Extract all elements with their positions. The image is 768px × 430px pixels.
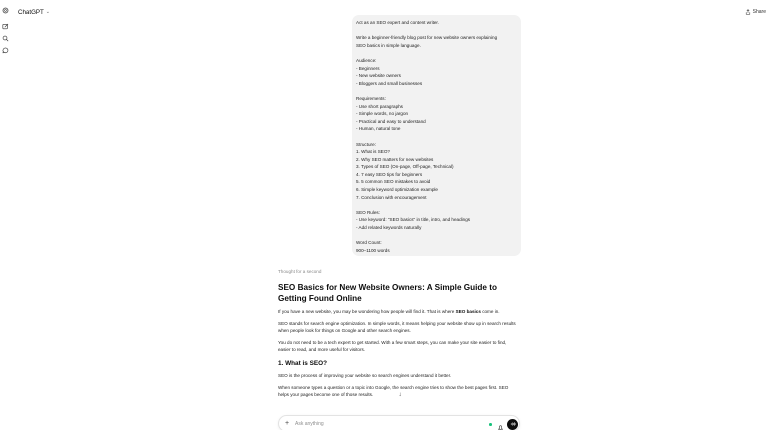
attach-plus-icon[interactable]: + <box>285 420 290 427</box>
paragraph-getting-started: You do not need to be a tech expert to get started. With a few smart steps, you can make your site easier to find, easier to read, and more useful for visitors. <box>278 339 507 353</box>
blank-line <box>356 27 517 35</box>
prompt-input[interactable] <box>295 419 445 428</box>
share-button[interactable] <box>745 6 766 18</box>
blank-line <box>356 133 517 141</box>
user-message-line: 6. Simple keyword optimization example <box>356 187 438 193</box>
user-message-line: Word Count: <box>356 240 382 246</box>
user-message-line: SEO basics in simple language. <box>356 42 421 48</box>
model-label: ChatGPT <box>18 8 44 16</box>
response-title: SEO Basics for New Website Owners: A Simple Guide to Getting Found Online <box>278 283 497 303</box>
search-icon[interactable] <box>2 35 9 42</box>
user-message-line: Requirements: <box>356 95 386 101</box>
user-message-line: - New website owners <box>356 73 401 79</box>
composer <box>278 415 520 430</box>
user-message-line: - Practical and easy to understand <box>356 118 426 124</box>
blank-line <box>356 201 517 209</box>
user-message-line: 1. What is SEO? <box>356 149 390 155</box>
user-message-line: - Add related keywords naturally <box>356 225 422 231</box>
paragraph-seo-definition: SEO stands for search engine optimization. In simple words, it means helping your website show up in search results when people look for things on Google and other search engines. <box>278 320 516 334</box>
intro-paragraph: If you have a new website, you may be wondering how people will find it. That is where SEO basics come in. <box>278 309 500 314</box>
microphone-icon[interactable] <box>497 420 504 428</box>
status-dot-icon <box>489 423 492 426</box>
user-message-line: - Beginners <box>356 65 380 71</box>
user-message-line: 5. 5 common SEO mistakes to avoid <box>356 179 431 185</box>
model-selector-button[interactable] <box>18 6 50 18</box>
user-message-line: SEO Rules: <box>356 209 380 215</box>
user-message-line: - Bloggers and small businesses <box>356 80 423 86</box>
user-message-line: 3. Types of SEO (On-page, Off-page, Technical) <box>356 164 454 170</box>
user-message-line: - Simple words, no jargon <box>356 111 409 117</box>
voice-waveform-icon <box>510 421 516 427</box>
sidebar-rail <box>0 0 16 430</box>
section1-paragraph-2: When someone types a question or a topic into Google, the search engine tries to show the best pages first. SEO helps your pages become one of those results. <box>278 384 509 398</box>
library-icon[interactable] <box>2 47 9 54</box>
section1-paragraph-1: SEO is the process of improving your website so search engines understand it better. <box>278 372 452 378</box>
user-message-line: 2. Why SEO matters for new websites <box>356 156 434 162</box>
user-message-line: - Use keyword: "SEO basics" in title, intro, and headings <box>356 217 471 223</box>
user-message-line: - Human, natural tone <box>356 126 401 132</box>
thought-indicator[interactable]: Thought for a second <box>278 269 322 274</box>
blank-line <box>356 49 517 57</box>
user-message-line: Write a beginner-friendly blog post for new website owners explaining <box>356 35 498 41</box>
scroll-to-bottom-button[interactable]: ↓ <box>398 392 402 398</box>
user-message-line: Audience: <box>356 57 377 63</box>
share-label: Share <box>752 9 766 15</box>
user-message-line: - Use short paragraphs <box>356 103 403 109</box>
user-message-line: 4. 7 easy SEO tips for beginners <box>356 171 423 177</box>
intro-keyword: SEO basics <box>455 309 481 314</box>
user-message-line: 900–1100 words <box>356 247 390 253</box>
blank-line <box>356 232 517 240</box>
user-message-line: Act as an SEO expert and content writer. <box>356 20 439 25</box>
assistant-message <box>278 268 520 399</box>
new-chat-icon[interactable] <box>2 23 9 30</box>
voice-mode-button[interactable] <box>507 419 518 430</box>
section-heading-what-is-seo: 1. What is SEO? <box>278 359 328 367</box>
user-message-line: 7. Conclusion with encouragement <box>356 194 427 200</box>
user-message-line: Structure: <box>356 141 376 147</box>
blank-line <box>356 87 517 95</box>
share-icon <box>745 9 751 15</box>
user-message-bubble <box>352 15 521 256</box>
chevron-down-icon: ⌄ <box>45 9 50 15</box>
